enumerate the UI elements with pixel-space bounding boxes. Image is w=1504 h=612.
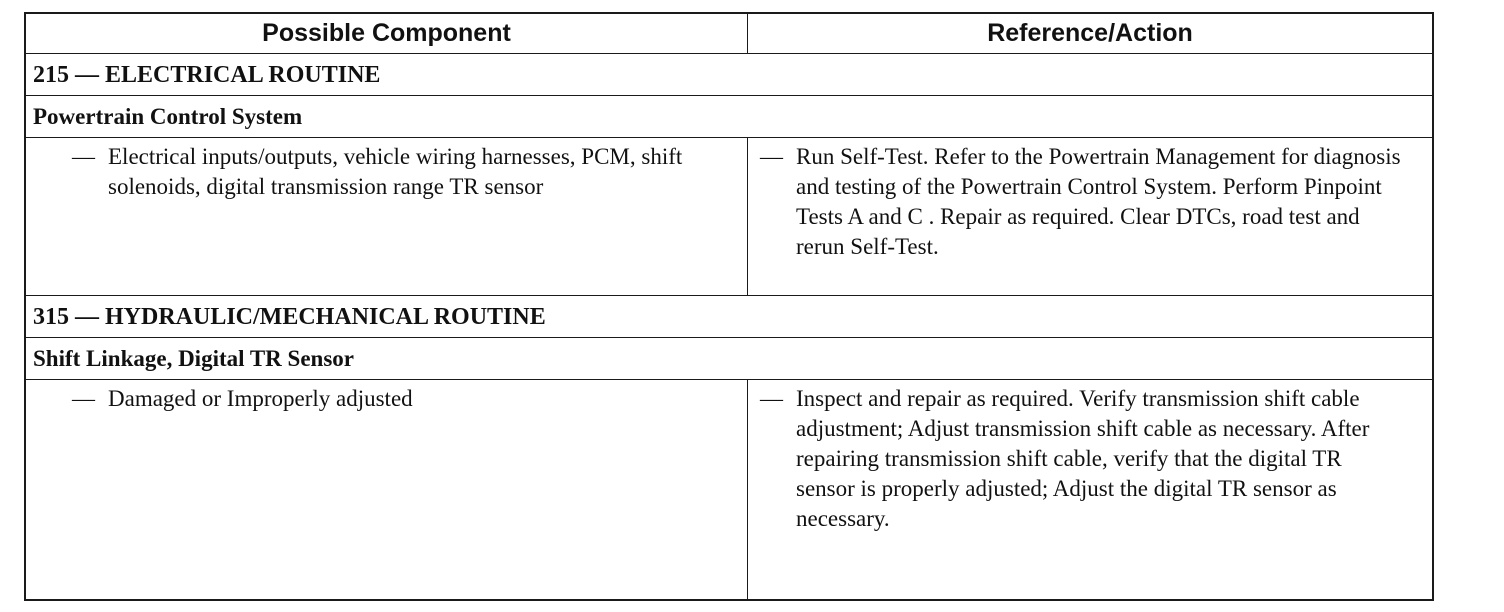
section-heading: 315 — HYDRAULIC/MECHANICAL ROUTINE	[26, 295, 1432, 337]
header-reference-action: Reference/Action	[987, 19, 1193, 47]
section-heading: 215 — ELECTRICAL ROUTINE	[26, 53, 1432, 95]
component-text: Damaged or Improperly adjusted	[108, 386, 413, 411]
action-item	[748, 138, 1432, 262]
component-text: Electrical inputs/outputs, vehicle wiring harnesses, PCM, shift solenoids, digital transmission range TR sensor	[108, 144, 683, 199]
diagnosis-table	[24, 12, 1434, 601]
action-text: Inspect and repair as required. Verify transmission shift cable adjustment; Adjust transmission shift cable as necessary. After repairing transmission shift cable, verify that the digital TR sensor is properly adjusted; Adjust the digital TR sensor as necessary.	[796, 386, 1370, 531]
item-dash: —	[760, 144, 783, 169]
table-header-row	[26, 14, 1432, 53]
action-cell	[748, 138, 1432, 295]
subsection-heading: Shift Linkage, Digital TR Sensor	[26, 337, 1432, 379]
table-row	[26, 379, 1432, 599]
action-cell	[748, 380, 1432, 599]
action-item	[748, 380, 1432, 534]
component-cell	[26, 380, 748, 599]
component-item	[26, 380, 747, 414]
component-cell	[26, 138, 748, 295]
header-possible-component: Possible Component	[26, 14, 748, 53]
item-dash: —	[760, 386, 783, 411]
component-item	[26, 138, 747, 202]
action-text: Run Self-Test. Refer to the Powertrain Management for diagnosis and testing of the Powertrain Control System. Perform Pinpoint Tests A and C . Repair as required. Clear DTCs, road test and rerun Self-Test.	[796, 144, 1401, 259]
subsection-heading: Powertrain Control System	[26, 95, 1432, 137]
table-row	[26, 137, 1432, 295]
item-dash: —	[72, 144, 95, 169]
item-dash: —	[72, 386, 95, 411]
